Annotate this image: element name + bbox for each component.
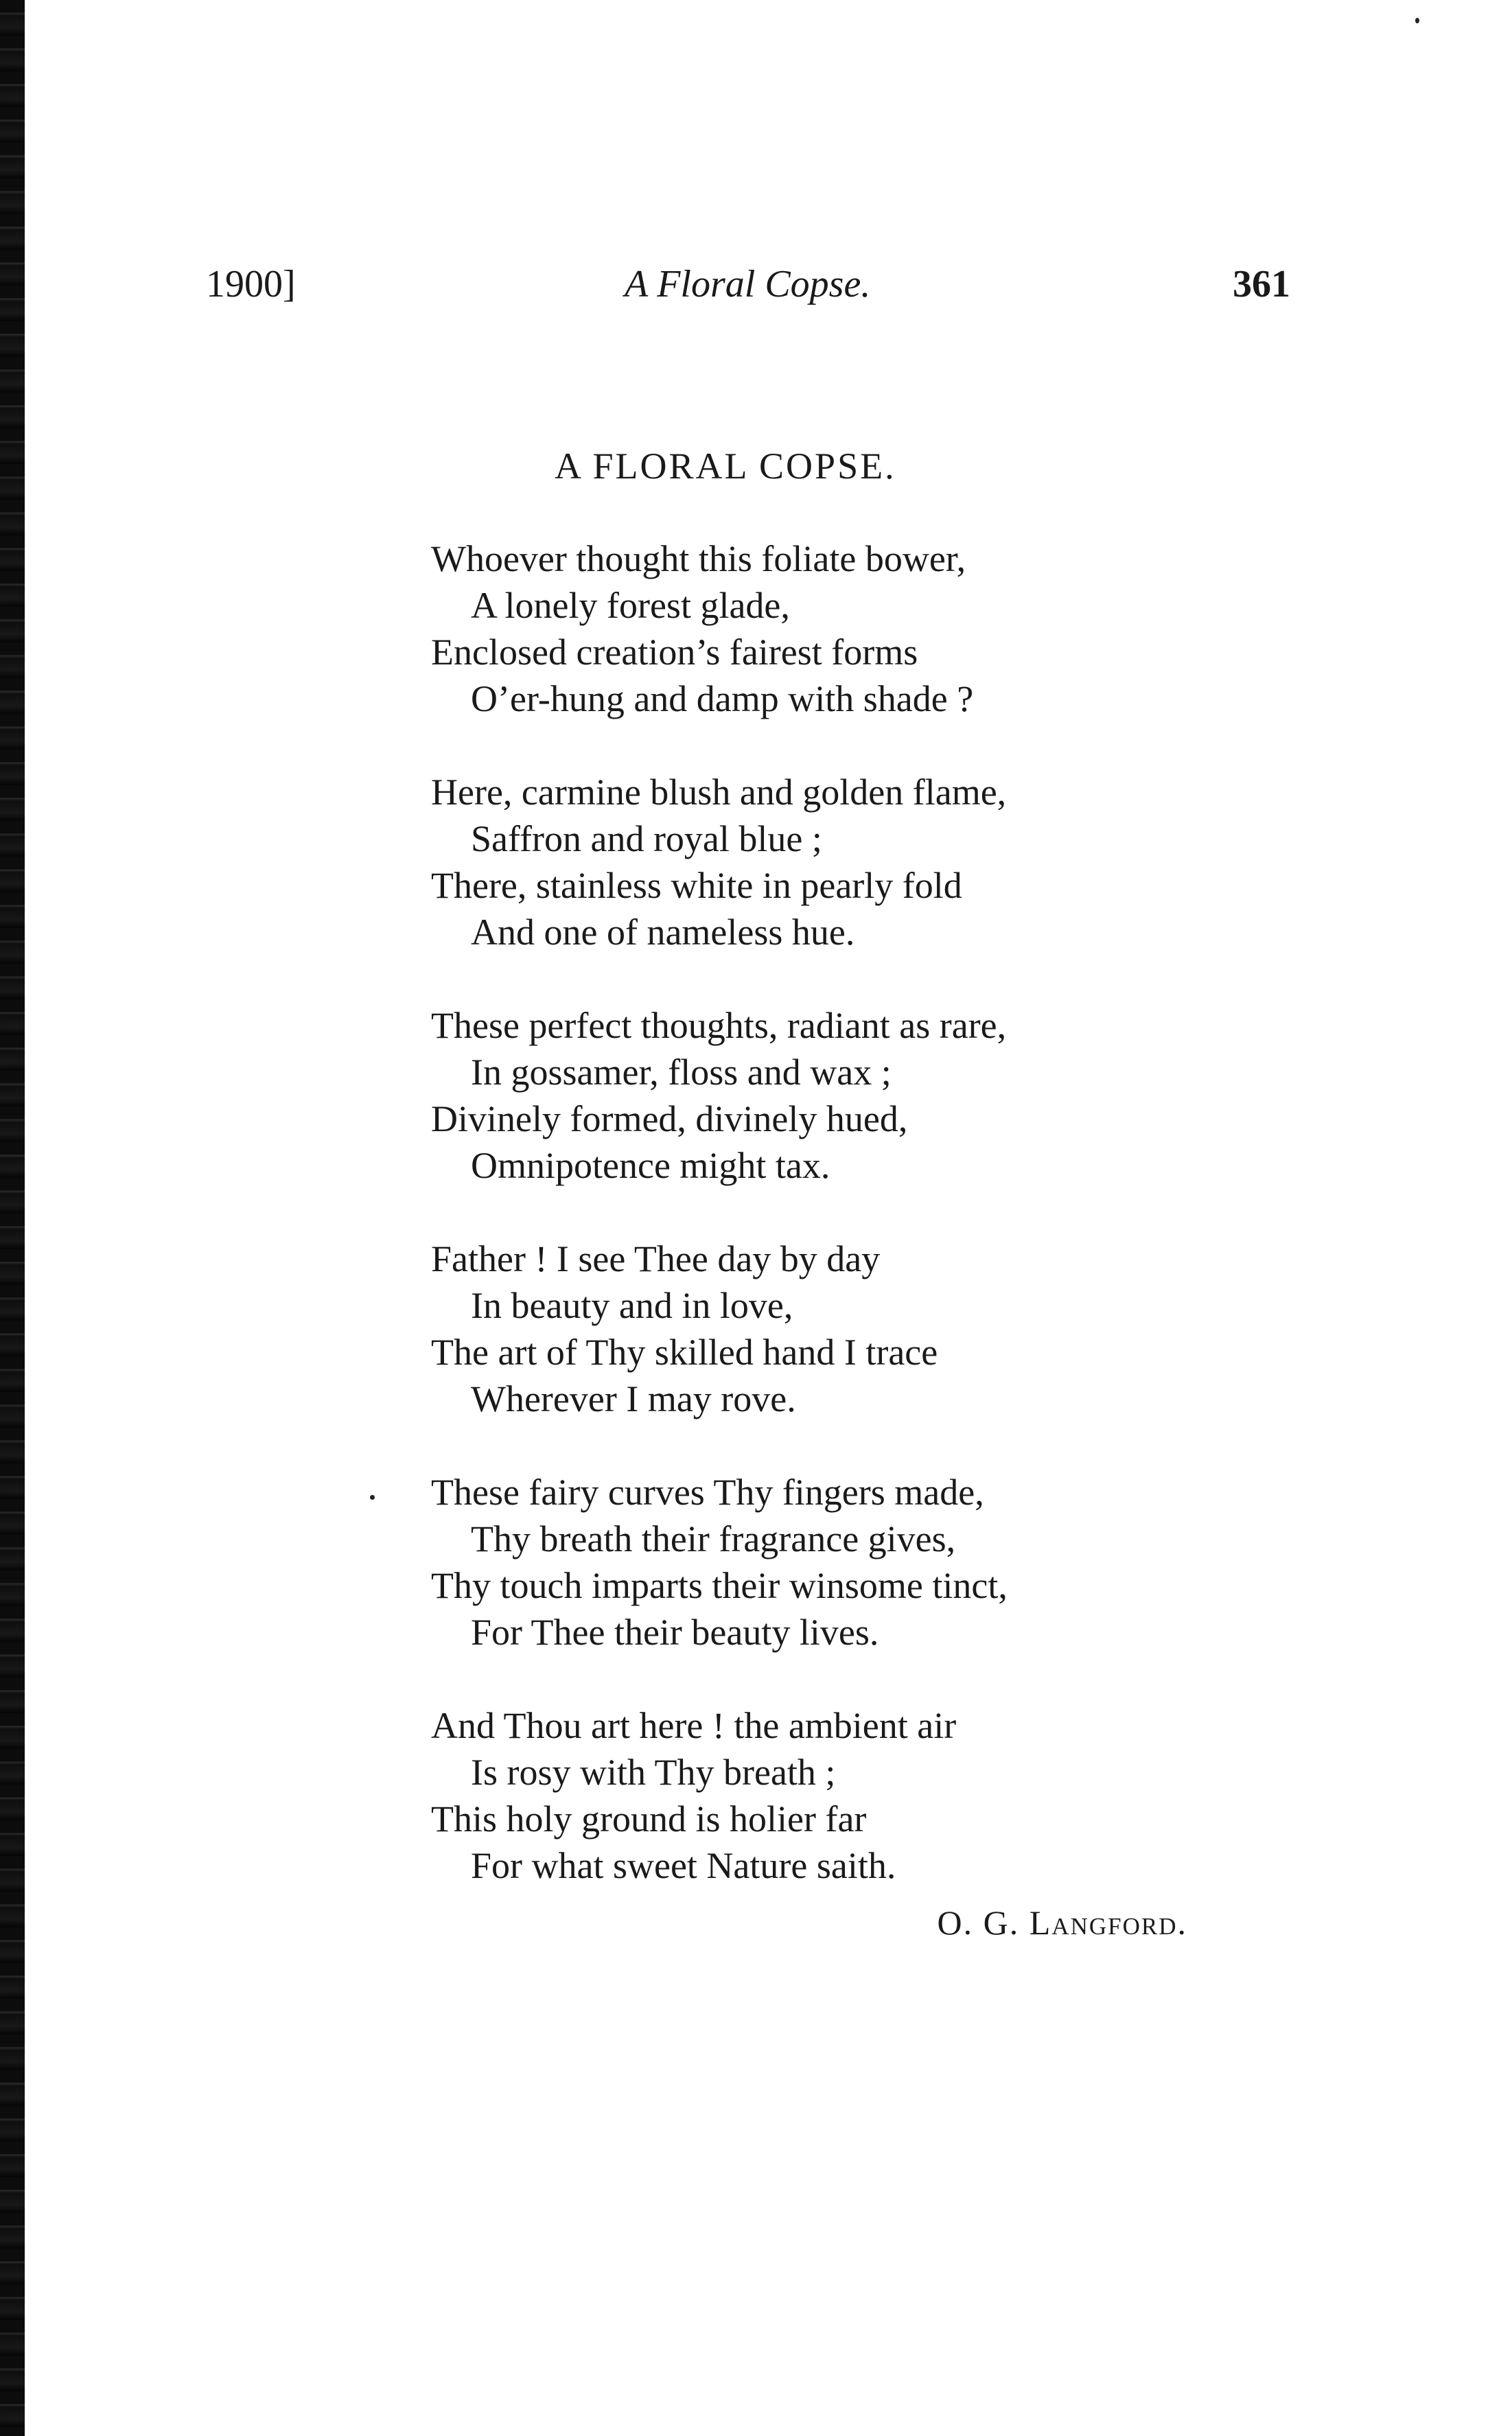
poem-title: A FLORAL COPSE.	[555, 445, 896, 487]
stanza-3	[431, 1002, 1255, 1189]
poem-line: The art of Thy skilled hand I trace	[431, 1332, 938, 1373]
margin-mark	[370, 1495, 375, 1500]
author-signature: O. G. Langford.	[937, 1903, 1187, 1942]
poem-line: And Thou art here ! the ambient air	[431, 1705, 957, 1746]
poem-line: In beauty and in love,	[471, 1285, 793, 1326]
poem-line: Here, carmine blush and golden flame,	[431, 772, 1007, 813]
poem-line: These fairy curves Thy fingers made,	[431, 1472, 984, 1513]
stanza-5	[431, 1469, 1255, 1656]
stanza-6	[431, 1702, 1255, 1889]
poem-line: Whoever thought this foliate bower,	[431, 538, 966, 579]
stanza-2	[431, 769, 1255, 955]
poem-line: For Thee their beauty lives.	[471, 1612, 879, 1653]
poem-line: O’er-hung and damp with shade ?	[471, 678, 974, 719]
scan-speck	[1415, 18, 1419, 23]
stanza-4	[431, 1236, 1255, 1422]
poem-line: And one of nameless hue.	[471, 912, 855, 953]
poem-line: This holy ground is holier far	[431, 1798, 867, 1840]
poem-line: Enclosed creation’s fairest forms	[431, 631, 918, 673]
running-head	[206, 262, 1290, 310]
running-head-title: A Floral Copse.	[625, 263, 871, 305]
poem-line: Thy touch imparts their winsome tinct,	[431, 1565, 1008, 1606]
poem-line: Father ! I see Thee day by day	[431, 1238, 881, 1279]
poem-body	[431, 535, 1255, 1936]
stanza-1	[431, 535, 1255, 722]
poem-line: For what sweet Nature saith.	[471, 1845, 896, 1886]
poem-line: A lonely forest glade,	[471, 585, 790, 626]
book-spine-edge	[0, 0, 25, 2436]
poem-line: Wherever I may rove.	[471, 1378, 796, 1419]
poem-line: Divinely formed, divinely hued,	[431, 1098, 908, 1139]
poem-line: These perfect thoughts, radiant as rare,	[431, 1005, 1007, 1046]
poem-line: Is rosy with Thy breath ;	[471, 1752, 836, 1793]
poem-line: There, stainless white in pearly fold	[431, 865, 962, 906]
poem-line: Thy breath their fragrance gives,	[471, 1518, 956, 1559]
poem-line: Saffron and royal blue ;	[471, 818, 822, 859]
running-head-year: 1900]	[206, 263, 296, 305]
page-number: 361	[1233, 263, 1290, 305]
poem-line: In gossamer, floss and wax ;	[471, 1052, 892, 1093]
poem-line: Omnipotence might tax.	[471, 1145, 830, 1186]
